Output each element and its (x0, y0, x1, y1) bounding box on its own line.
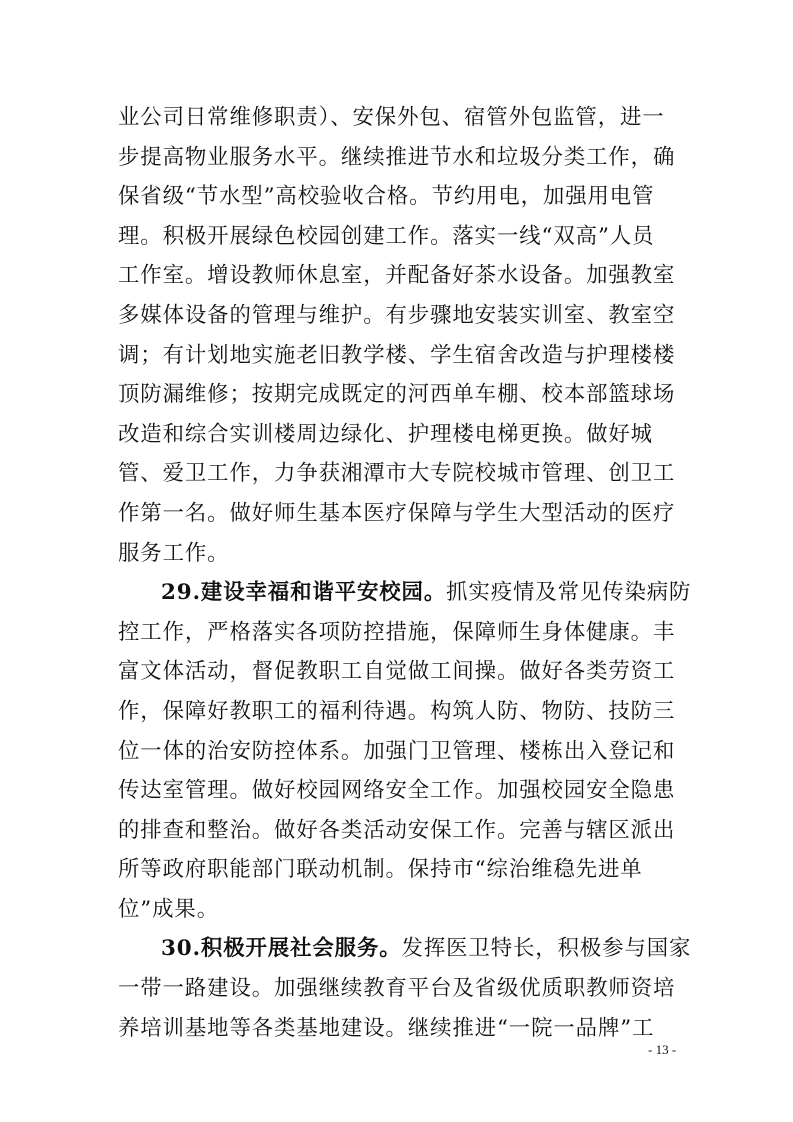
paragraph-30-first-line (118, 929, 692, 969)
body-line: 顶防漏维修；按期完成既定的河西单车棚、校本部篮球场 (118, 382, 676, 408)
page-number: - 13 - (648, 1042, 677, 1057)
body-text: 抓实疫情及常见传染病防 (446, 580, 692, 606)
body-line: 改造和综合实训楼周边绿化、护理楼电梯更换。做好城 (118, 421, 653, 447)
body-line: 所等政府职能部门联动机制。保持市“综治维稳先进单 (118, 857, 643, 883)
body-line: 位一体的治安防控体系。加强门卫管理、楼栋出入登记和 (118, 738, 676, 764)
document-body (118, 98, 692, 1048)
body-line: 工作室。增设教师休息室，并配备好茶水设备。加强教室 (118, 263, 676, 289)
body-line: 调；有计划地实施老旧教学楼、学生宿舍改造与护理楼楼 (118, 342, 676, 368)
body-line: 步提高物业服务水平。继续推进节水和垃圾分类工作，确 (118, 144, 676, 170)
body-line: 管、爱卫工作，力争获湘潭市大专院校城市管理、创卫工 (118, 461, 676, 487)
body-line: 富文体活动，督促教职工自觉做工间操。做好各类劳资工 (118, 659, 676, 685)
body-line: 位”成果。 (118, 896, 219, 922)
section-heading-29: 29.建设幸福和谐平安校园。 (161, 580, 447, 606)
body-text: 发挥医卫特长，积极参与国家 (401, 936, 692, 962)
body-line: 作，保障好教职工的福利待遇。构筑人防、物防、技防三 (118, 698, 676, 724)
body-line: 的排查和整治。做好各类活动安保工作。完善与辖区派出 (118, 817, 676, 843)
body-line: 控工作，严格落实各项防控措施，保障师生身体健康。丰 (118, 619, 676, 645)
body-line: 业公司日常维修职责）、安保外包、宿管外包监管，进一 (118, 105, 665, 130)
section-heading-30: 30.积极开展社会服务。 (161, 936, 402, 962)
body-line: 保省级“节水型”高校验收合格。节约用电，加强用电管 (118, 184, 655, 210)
body-line: 养培训基地等各类基地建设。继续推进“一院一品牌”工 (118, 1015, 655, 1041)
body-line: 作第一名。做好师生基本医疗保障与学生大型活动的医疗 (118, 500, 676, 526)
body-line: 服务工作。 (118, 540, 230, 566)
body-line: 多媒体设备的管理与维护。有步骤地安装实训室、教室空 (118, 302, 676, 328)
body-line: 一带一路建设。加强继续教育平台及省级优质职教师资培 (118, 976, 676, 1002)
paragraph-29-first-line (118, 573, 692, 613)
body-line: 传达室管理。做好校园网络安全工作。加强校园安全隐患 (118, 778, 676, 804)
body-line: 理。积极开展绿色校园创建工作。落实一线“双高”人员 (118, 223, 655, 249)
